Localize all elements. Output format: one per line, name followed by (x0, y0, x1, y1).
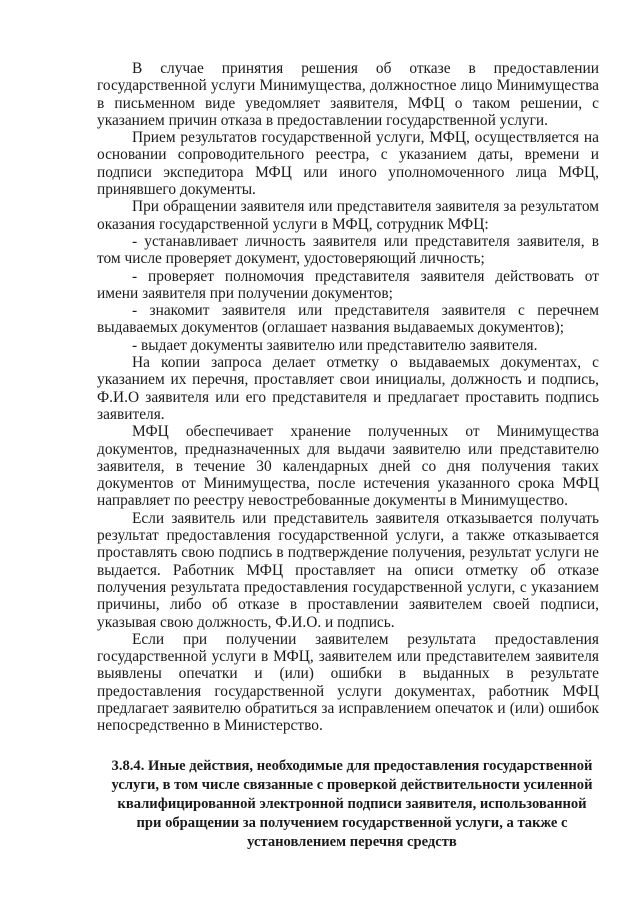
list-item-authority-check: - проверяет полномочия представителя заявителя действовать от имени заявителя при получении документов; (97, 267, 599, 302)
list-item-documents-list: - знакомит заявителя или представителя заявителя с перечнем выдаваемых документов (оглашает названия выдаваемых документов); (97, 302, 599, 337)
paragraph-copy-mark: На копии запроса делает отметку о выдаваемых документах, с указанием их перечня, проставляет свои инициалы, должность и подпись, Ф.И.О заявителя или его представителя и предлагает проставить подпись заявителя. (97, 354, 599, 423)
paragraph-storage: МФЦ обеспечивает хранение полученных от Минимущества документов, предназначенных для выдачи заявителю или представителю заявителя, в течение 30 календарных дней со дня получения таких документов от Минимущества, после истечения указанного срока МФЦ направляет по реестру невостребованные документы в Минимущество. (97, 423, 599, 510)
paragraph-typo-correction: Если при получении заявителем результата предоставления государственной услуги в МФЦ, заявителем или представителем заявителя выявлены опечатки и (или) ошибки в выданных в результате предоставления государственной услуги документах, работник МФЦ предлагает заявителю обратиться за исправлением опечаток и (или) ошибок непосредственно в Министерство. (97, 630, 599, 735)
paragraph-refusal-to-receive: Если заявитель или представитель заявителя отказывается получать результат предоставления государственной услуги, а также отказывается проставлять свою подпись в подтверждение получения, результат услуги не выдается. Работник МФЦ проставляет на описи отметку об отказе получения результата предоставления государственной услуги, с указанием причины, либо об отказе в проставлении заявителем своей подписи, указывая свою должность, Ф.И.О. и подпись. (97, 509, 599, 631)
paragraph-applicant-request: При обращении заявителя или представителя заявителя за результатом оказания государственной услуги в МФЦ, сотрудник МФЦ: (97, 198, 599, 233)
document-body (97, 60, 599, 852)
list-item-issue-documents: - выдает документы заявителю или представителю заявителя. (132, 336, 538, 354)
section-heading: 3.8.4. Иные действия, необходимые для предоставления государственной услуги, в том числе связанные с проверкой действительности усиленной квалифицированной электронной подписи заявителя, использованной при обращении за получением государственной услуги, а также с установлением перечня средств (111, 757, 593, 850)
paragraph-refusal-notice: В случае принятия решения об отказе в предоставлении государственной услуги Минимущества, должностное лицо Минимущества в письменном виде уведомляет заявителя, МФЦ о таком решении, с указанием причин отказа в предоставлении государственной услуги. (97, 60, 599, 129)
list-item-identity-check: - устанавливает личность заявителя или представителя заявителя, в том числе проверяет документ, удостоверяющий личность; (97, 232, 599, 268)
paragraph-results-reception: Прием результатов государственной услуги, МФЦ, осуществляется на основании сопроводительного реестра, с указанием даты, времени и подписи экспедитора МФЦ или иного уполномоченного лица МФЦ, принявшего документы. (97, 129, 599, 199)
